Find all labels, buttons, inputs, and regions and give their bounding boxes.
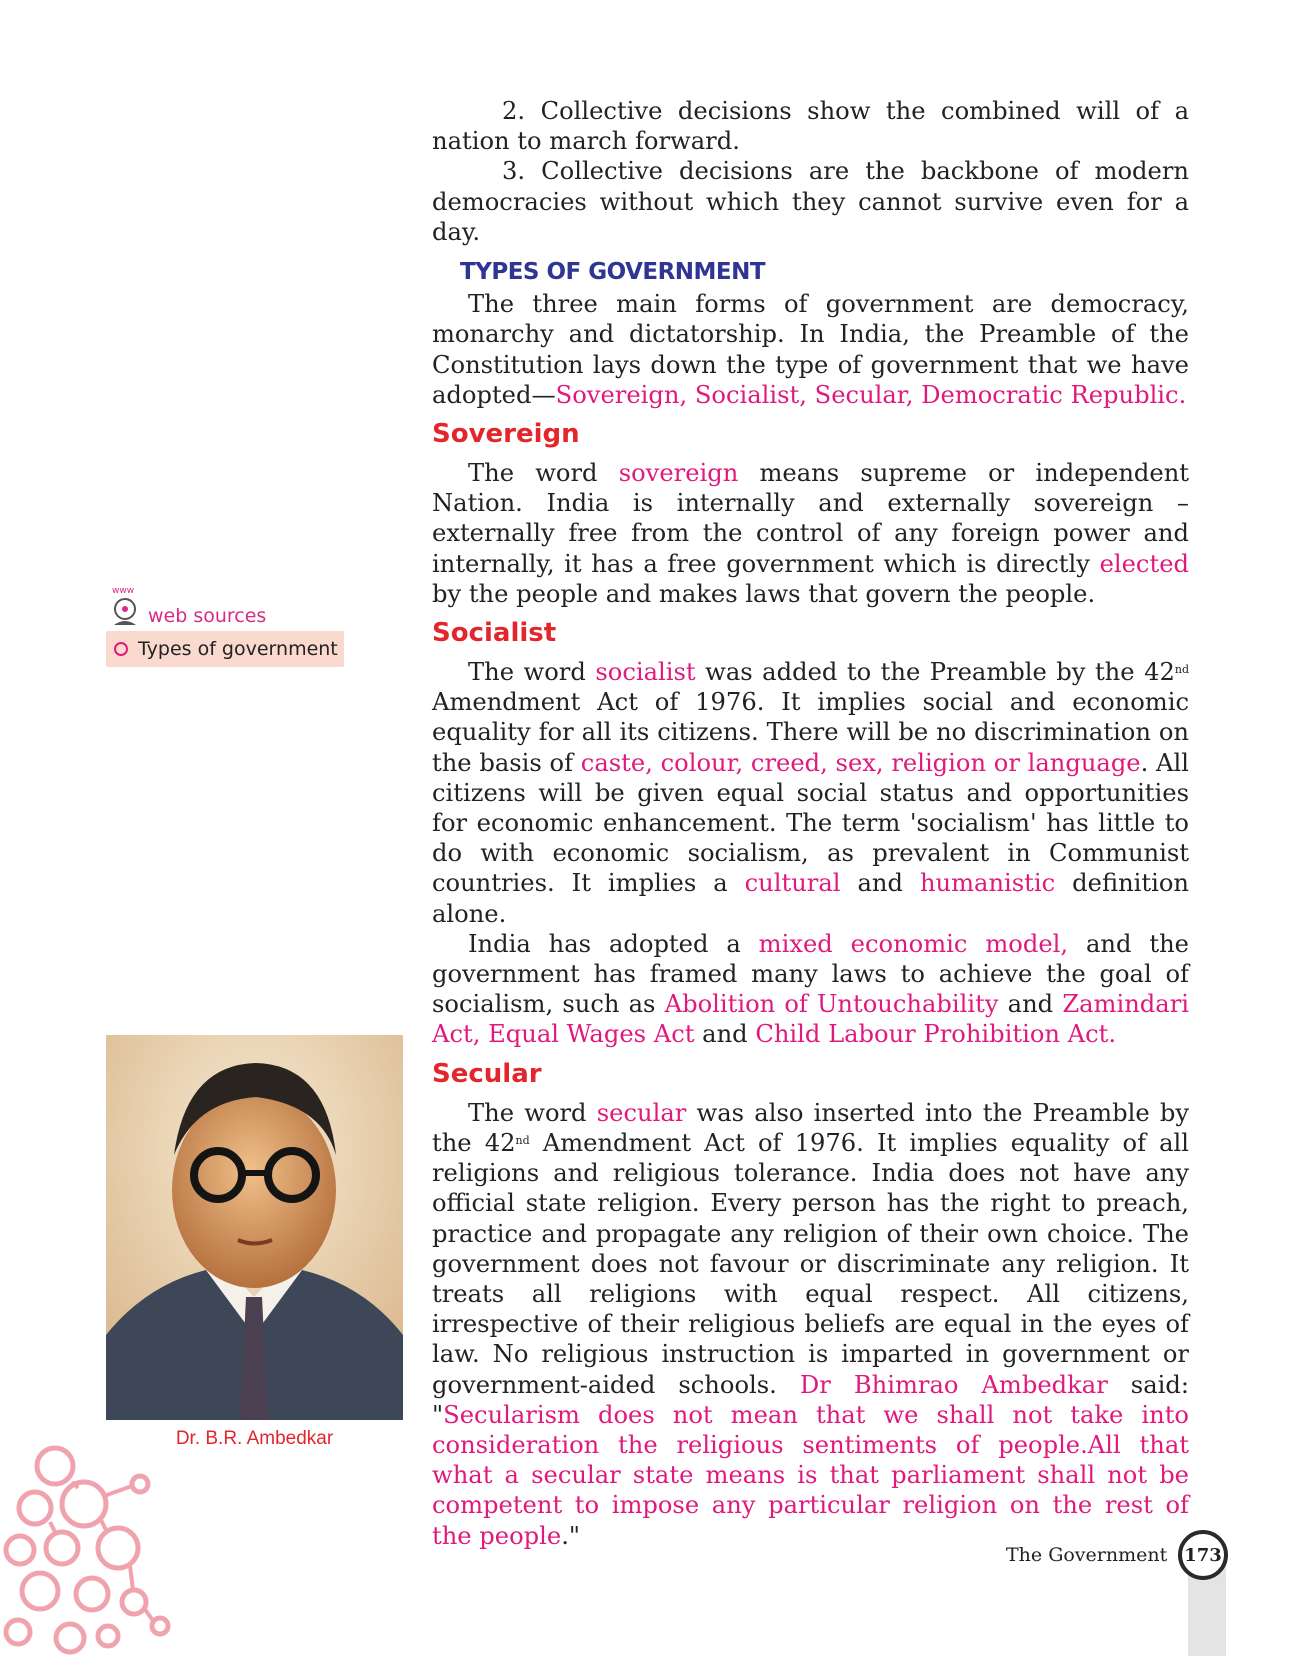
sovereign-heading: Sovereign <box>432 419 580 450</box>
footer-chapter-title: The Government <box>1006 1544 1168 1566</box>
main-text-column <box>432 96 1189 1551</box>
sovereign-paragraph: The word sovereign means supreme or independent Nation. India is internally and externally sovereign – externally free from the control of any foreign power and internally, it has a free government which is directly elected by the people and makes laws that govern the people. <box>432 459 1189 608</box>
types-heading: TYPES OF GOVERNMENT <box>460 259 766 286</box>
socialist-paragraph-2: India has adopted a mixed economic model, and the government has framed many laws to achieve the goal of socialism, such as Abolition of Untouchability and Zamindari Act, Equal Wages Act and Child Labour Prohibition Act. <box>432 929 1189 1049</box>
point-2: 2. Collective decisions show the combined will of a nation to march forward. <box>432 97 1189 156</box>
secular-paragraph: The word secular was also inserted into the Preamble by the 42nd Amendment Act of 1976. It implies equality of all religions and religious tolerance. India does not have any official state religion. Every person has the right to preach, practice and propagate any religion of their own choice. The government does not favour or discriminate any religion. It treats all religions with equal respect. All citizens, irrespective of their religious beliefs are equal in the eyes of law. No religious instruction is imparted in government or government-aided schools. Dr Bhimrao Ambedkar said: "Secularism does not mean that we shall not take into consideration the religious sentiments of people.All that what a secular state means is that parliament shall not be competent to impose any particular religion on the rest of the people." <box>432 1098 1190 1550</box>
www-text: www <box>112 586 135 596</box>
bullet-icon <box>114 642 128 656</box>
web-sources-icon <box>108 583 152 629</box>
web-sources-box <box>106 583 344 667</box>
portrait-caption: Dr. B.R. Ambedkar <box>175 1428 334 1449</box>
decorative-bubbles <box>0 1426 180 1656</box>
web-sources-label: web sources <box>148 605 267 627</box>
ambedkar-portrait <box>106 1035 403 1420</box>
page-number: 173 <box>1178 1530 1228 1580</box>
secular-heading: Secular <box>432 1058 542 1089</box>
socialist-heading: Socialist <box>432 618 557 649</box>
types-paragraph: The three main forms of government are democracy, monarchy and dictatorship. In India, the Preamble of the Constitution lays down the type of government that we have adopted—Sovereign, Socialist, Secular, Democratic Republic. <box>432 290 1189 409</box>
socialist-paragraph: The word socialist was added to the Preamble by the 42nd Amendment Act of 1976. It implies social and economic equality for all its citizens. There will be no discrimination on the basis of caste, colour, creed, sex, religion or language. All citizens will be given equal social status and opportunities for economic enhancement. The term 'socialism' has little to do with economic socialism, as prevalent in Communist countries. It implies a cultural and humanistic definition alone. <box>432 658 1189 928</box>
web-source-item-label: Types of government <box>138 638 338 660</box>
point-3: 3. Collective decisions are the backbone of modern democracies without which they cannot survive even for a day. <box>432 157 1189 246</box>
web-source-item[interactable] <box>106 631 344 667</box>
